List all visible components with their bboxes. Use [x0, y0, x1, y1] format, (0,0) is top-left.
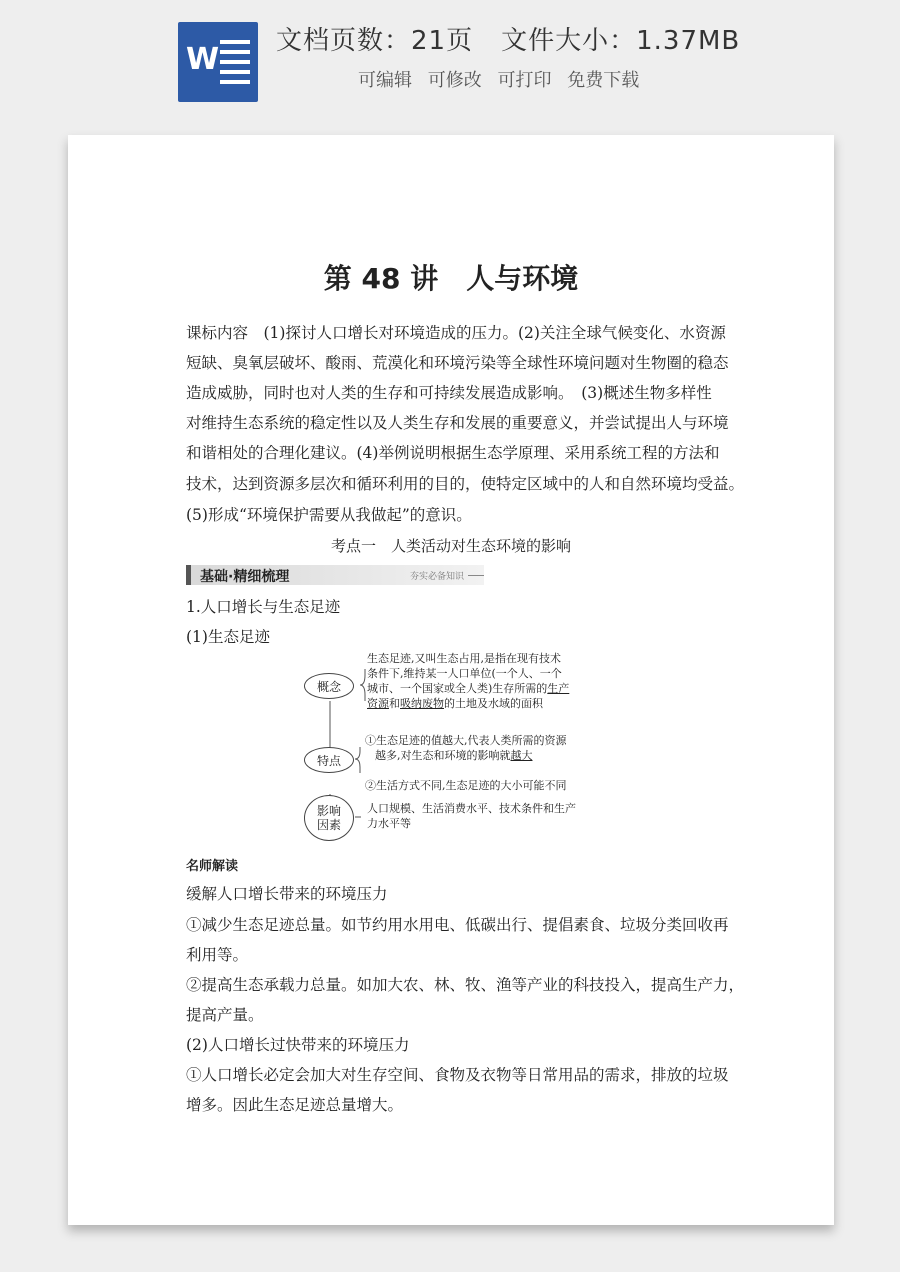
doc-features: [358, 66, 649, 92]
teacher-note-label: 名师解读: [186, 859, 239, 874]
intro-line: (5)形成“环境保护需要从我做起”的意识。: [186, 506, 472, 524]
concept-text: [367, 651, 569, 711]
factor-node-line2: 因素: [316, 818, 341, 832]
underlined-term: 生产: [547, 682, 570, 695]
section-bar-marker: [186, 565, 191, 585]
ecological-footprint-diagram: [303, 652, 613, 845]
body-line: 缓解人口增长带来的环境压力: [186, 885, 388, 903]
feature-editable: 可编辑: [358, 70, 412, 91]
feature-text-2: ②生活方式不同,生态足迹的大小可能不同: [365, 779, 567, 792]
concept-line: 生态足迹,又叫生态占用,是指在现有技术: [367, 652, 561, 665]
file-size: 文件大小：1.37MB: [501, 26, 741, 56]
underlined-term: 吸纳废物: [400, 697, 444, 710]
factor-line: 人口规模、生活消费水平、技术条件和生产: [367, 802, 576, 815]
document-page: [68, 135, 834, 1225]
underlined-term: 资源: [367, 697, 389, 710]
section-bar: [186, 565, 484, 585]
concept-line: 条件下,维持某一人口单位(一个人、一个: [367, 667, 562, 680]
intro-line: 短缺、臭氧层破坏、酸雨、荒漠化和环境污染等全球性环境问题对生物圈的稳态: [186, 354, 729, 372]
body-line: 增多。因此生态足迹总量增大。: [186, 1096, 404, 1114]
section-bar-label: 基础·精细梳理: [200, 569, 290, 585]
body-line: 利用等。: [186, 946, 249, 964]
intro-line: 课标内容 (1)探讨人口增长对环境造成的压力。(2)关注全球气候变化、水资源: [186, 324, 726, 342]
concept-line: 城市、一个国家或全人类)生存所需的生产: [367, 682, 570, 695]
feature-printable: 可打印: [497, 70, 552, 91]
concept-node: 概念: [304, 673, 354, 699]
heading-1-sub: (1)生态足迹: [186, 628, 270, 646]
section-bar-rule: [468, 575, 484, 576]
page-count: 文档页数：21页: [276, 26, 474, 56]
feature-line: 越多,对生态和环境的影响就越大: [375, 749, 533, 762]
download-banner: [0, 0, 900, 118]
word-letter: W: [186, 42, 220, 77]
feature-line: ①生态足迹的值越大,代表人类所需的资源: [365, 734, 567, 747]
heading-1: 1.人口增长与生态足迹: [186, 598, 341, 616]
factor-text: [367, 801, 576, 831]
section-title: 考点一 人类活动对生态环境的影响: [330, 537, 571, 555]
factor-node: [304, 795, 354, 841]
doc-stats: [276, 20, 740, 57]
doc-title: 第 48 讲 人与环境: [323, 262, 579, 295]
body-line: (2)人口增长过快带来的环境压力: [186, 1036, 410, 1054]
body-line: ①人口增长必定会加大对生存空间、食物及衣物等日常用品的需求，排放的垃圾: [186, 1066, 729, 1084]
body-line: ②提高生态承载力总量。如加大农、林、牧、渔等产业的科技投入，提高生产力，: [186, 976, 745, 994]
feature-text-1: [365, 733, 567, 763]
intro-line: 技术，达到资源多层次和循环利用的目的，使特定区域中的人和自然环境均受益。: [186, 475, 745, 493]
factor-node-line1: 影响: [316, 804, 341, 818]
section-bar-subtitle: 夯实必备知识: [409, 572, 464, 582]
body-line: ①减少生态足迹总量。如节约用水用电、低碳出行、提倡素食、垃圾分类回收再: [186, 916, 729, 934]
intro-line: 造成威胁，同时也对人类的生存和可持续发展造成影响。 (3)概述生物多样性: [186, 384, 712, 402]
feature-modifiable: 可修改: [427, 70, 482, 91]
body-line: 提高产量。: [186, 1006, 264, 1024]
feature-node: 特点: [304, 747, 354, 773]
concept-line: 资源和吸纳废物的土地及水域的面积: [367, 697, 543, 710]
intro-line: 和谐相处的合理化建议。(4)举例说明根据生态学原理、采用系统工程的方法和: [186, 444, 720, 462]
intro-line: 对维持生态系统的稳定性以及人类生存和发展的重要意义，并尝试提出人与环境: [186, 414, 729, 432]
factor-line: 力水平等: [367, 817, 411, 830]
feature-free-download: 免费下载: [567, 70, 640, 91]
word-doc-icon: [178, 22, 258, 102]
underlined-term: 越大: [510, 749, 533, 762]
